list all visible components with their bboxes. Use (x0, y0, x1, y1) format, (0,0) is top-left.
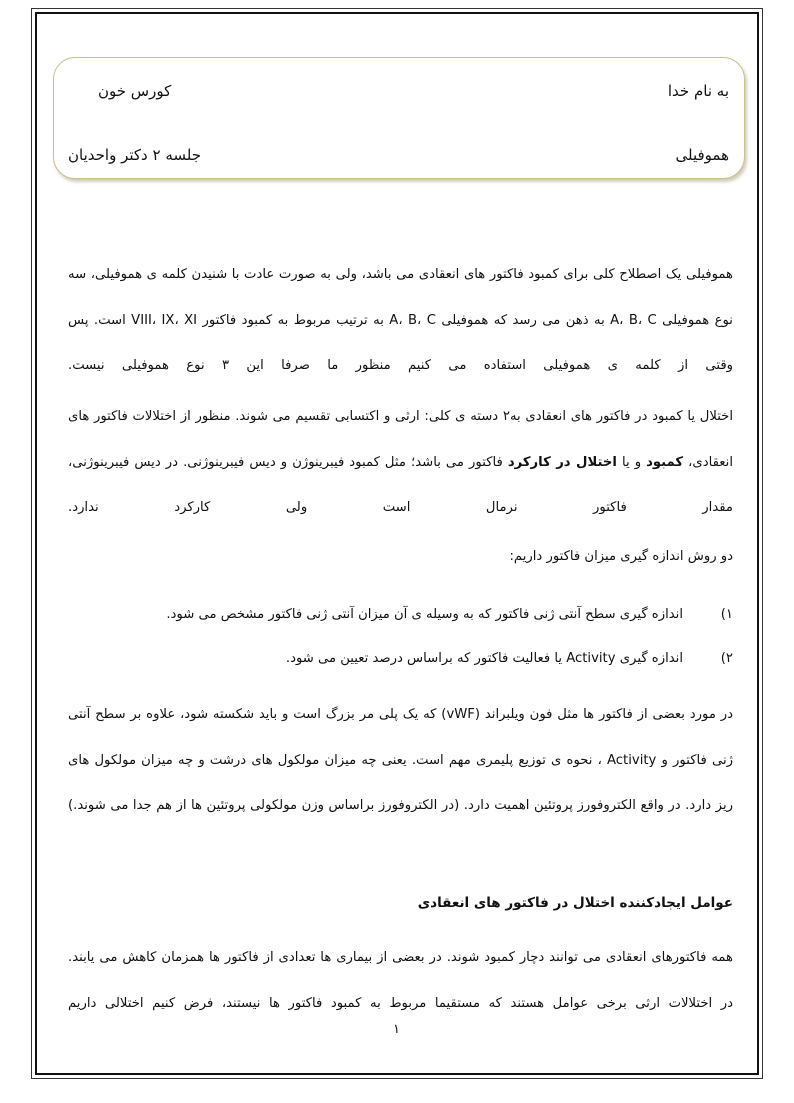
paragraph-segment: اختلال یا کمبود در فاکتور های انعقادی به۲ دسته ی کلی: ارثی و اکتسابی تقسیم می شوند. منظور از اختلالات فاکتور های انعقادی، (68, 409, 733, 470)
paragraph-text: همه فاکتورهای انعقادی می توانند دچار کمبود شوند. در بعضی از بیماری ها تعدادی از فاکتور ها همزمان کاهش می یابند. در اختلالات ارثی برخی عوامل هستند که مستقیما مربوط به کمبود فاکتور ها نیستند، فرض کنیم اختلالی داریم (68, 950, 733, 1011)
section-heading (68, 887, 733, 919)
measurement-methods-list (68, 593, 733, 681)
paragraph-measurement-intro (68, 541, 733, 573)
header-topic: هموفیلی (675, 146, 729, 164)
list-item (68, 593, 733, 637)
list-item-text: اندازه گیری Activity یا فعالیت فاکتور که براساس درصد تعیین می شود. (285, 651, 683, 666)
bold-term-deficiency: کمبود (646, 454, 684, 470)
paragraph-text: در مورد بعضی از فاکتور ها مثل فون ویلبراند (vWF) که یک پلی مر بزرگ است و باید شکسته شود، علاوه بر سطح آنتی ژنی فاکتور و Activity ، نحوه ی توزیع پلیمری مهم است. یعنی چه میزان مولکول های درشت و چه میزان مولکول های ریز دارد. در واقع الکتروفورز پروتئین اهمیت دارد. (در الکتروفورز براساس وزن مولکولی پروتئین ها از هم جدا می شوند.) (68, 707, 733, 813)
header-box (53, 57, 745, 179)
header-bismillah: به نام خدا (667, 82, 729, 100)
bold-term-dysfunction: اختلال در کارکرد (507, 454, 617, 470)
page-number: ۱ (393, 1022, 400, 1037)
heading-text: عوامل ایجادکننده اختلال در فاکتور های انعقادی (417, 895, 733, 911)
header-session-lecturer: جلسه ۲ دکتر واحدیان (68, 146, 201, 164)
paragraph-vwf (68, 692, 733, 874)
list-item-number: ۱) (720, 607, 733, 622)
paragraph-segment: و یا (621, 454, 642, 470)
list-item-number: ۲) (720, 651, 733, 666)
paragraph-segment: فاکتور می باشد؛ مثل کمبود فیبرینوژن و دیس فیبرینوژنی. در دیس فیبرینوژنی، مقدار فاکتور نرمال است ولی کارکرد ندارد. (68, 454, 733, 515)
header-course-title: کورس خون (98, 82, 172, 100)
paragraph-text: هموفیلی یک اصطلاح کلی برای کمبود فاکتور های انعقادی می باشد، ولی به صورت عادت با شنیدن کلمه ی هموفیلی، سه نوع هموفیلی A، B، C به ذهن می رسد که هموفیلی A، B، C به ترتیب مربوط به کمبود فاکتور VIII، IX، XI است. پس وقتی از کلمه ی هموفیلی استفاده می کنیم منظور ما صرفا این ۳ نوع هموفیلی نیست. (68, 267, 733, 373)
list-item (68, 637, 733, 681)
paragraph-factor-causes (68, 935, 733, 1072)
list-item-text: اندازه گیری سطح آنتی ژنی فاکتور که به وسیله ی آن میزان آنتی ژنی فاکتور مشخص می شود. (166, 607, 683, 622)
paragraph-text: دو روش اندازه گیری میزان فاکتور داریم: (509, 549, 733, 564)
